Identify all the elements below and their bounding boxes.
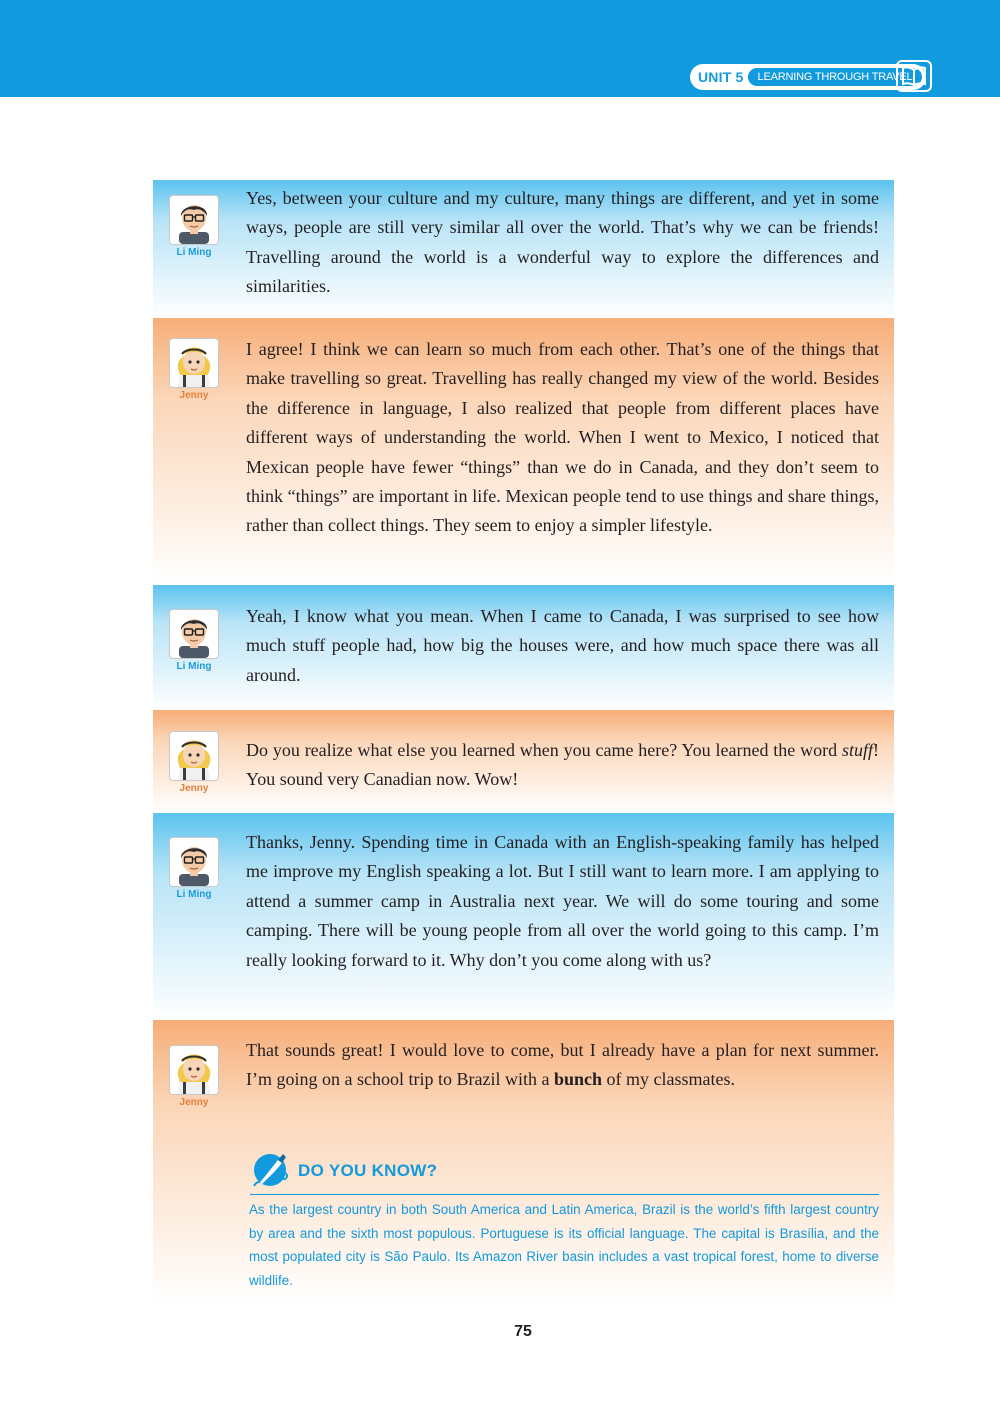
unit-title: LEARNING THROUGH TRAVEL bbox=[748, 68, 923, 86]
bold-word: bunch bbox=[553, 1069, 602, 1090]
dialogue-entry bbox=[153, 813, 894, 1020]
did-you-know-text: As the largest country in both South America and Latin America, Brazil is the world’s fifth largest country by area and the sixth most populous. Portuguese is its official language. The capital is Brasília, and the most populated city is São Paulo. Its Amazon River basin includes a vast tropical forest, home to diverse wildlife. bbox=[249, 1202, 879, 1288]
dialogue-text: Yeah, I know what you mean. When I came to Canada, I was surprised to see how much stuff people had, how big the houses were, and how much space there was all around. bbox=[246, 606, 879, 685]
dialogue-text: Do you realize what else you learned when you came here? You learned the word stuff! You sound very Canadian now. Wow! bbox=[246, 740, 879, 790]
speaker-li-ming bbox=[168, 609, 220, 672]
girl-avatar-icon bbox=[169, 338, 219, 388]
speaker-jenny bbox=[168, 731, 220, 794]
dialogue-entry bbox=[153, 710, 894, 813]
speaker-name: Li Ming bbox=[176, 661, 212, 672]
speaker-jenny bbox=[168, 338, 220, 401]
speaker-name: Li Ming bbox=[176, 247, 212, 258]
pen-circle-icon bbox=[250, 1148, 292, 1195]
did-you-know-header bbox=[250, 1148, 437, 1194]
boy-avatar-icon bbox=[169, 195, 219, 245]
page-number: 75 bbox=[514, 1323, 532, 1340]
speaker-name: Jenny bbox=[179, 1097, 209, 1108]
boy-avatar-icon bbox=[169, 609, 219, 659]
speaker-li-ming bbox=[168, 837, 220, 900]
did-you-know-divider bbox=[250, 1194, 879, 1195]
emphasized-word: stuff bbox=[841, 740, 873, 760]
dialogue-text: That sounds great! I would love to come, but I already have a plan for next summer. I’m going on a school trip to Brazil with a bunch of my classmates. bbox=[246, 1040, 879, 1090]
speaker-name: Jenny bbox=[179, 783, 209, 794]
speaker-name: Jenny bbox=[179, 390, 209, 401]
boy-avatar-icon bbox=[169, 837, 219, 887]
girl-avatar-icon bbox=[169, 1045, 219, 1095]
girl-avatar-icon bbox=[169, 731, 219, 781]
speaker-jenny bbox=[168, 1045, 220, 1108]
speaker-name: Li Ming bbox=[176, 889, 212, 900]
speaker-li-ming bbox=[168, 195, 220, 258]
open-book-icon bbox=[896, 60, 932, 92]
dialogue-text: Thanks, Jenny. Spending time in Canada with an English-speaking family has helped me improve my English speaking a lot. But I still want to learn more. I am applying to attend a summer camp in Australia next year. We will do some touring and some camping. There will be young people from all over the world going to this camp. I’m really looking forward to it. Why don’t you come along with us? bbox=[246, 832, 879, 970]
dialogue-entry bbox=[153, 318, 894, 585]
dialogue-entry bbox=[153, 585, 894, 710]
dialogue-entry bbox=[153, 180, 894, 318]
dialogue-text: I agree! I think we can learn so much from each other. That’s one of the things that make travelling so great. Travelling has really changed my view of the world. Besides the difference in language, I also realized that people from different places have different ways of understanding the world. When I went to Mexico, I noticed that Mexican people have fewer “things” than we do in Canada, and they don’t seem to think “things” are important in life. Mexican people tend to use things and share things, rather than collect things. They seem to enjoy a simpler lifestyle. bbox=[246, 339, 879, 536]
dialogue-text: Yes, between your culture and my culture, many things are different, and yet in some ways, people are still very similar all over the world. That’s why we can be friends! Travelling around the world is a wonderful way to explore the differences and similarities. bbox=[246, 188, 879, 297]
unit-label: UNIT 5 bbox=[698, 69, 744, 85]
unit-tag bbox=[690, 64, 926, 90]
did-you-know-title: DO YOU KNOW? bbox=[298, 1161, 438, 1180]
